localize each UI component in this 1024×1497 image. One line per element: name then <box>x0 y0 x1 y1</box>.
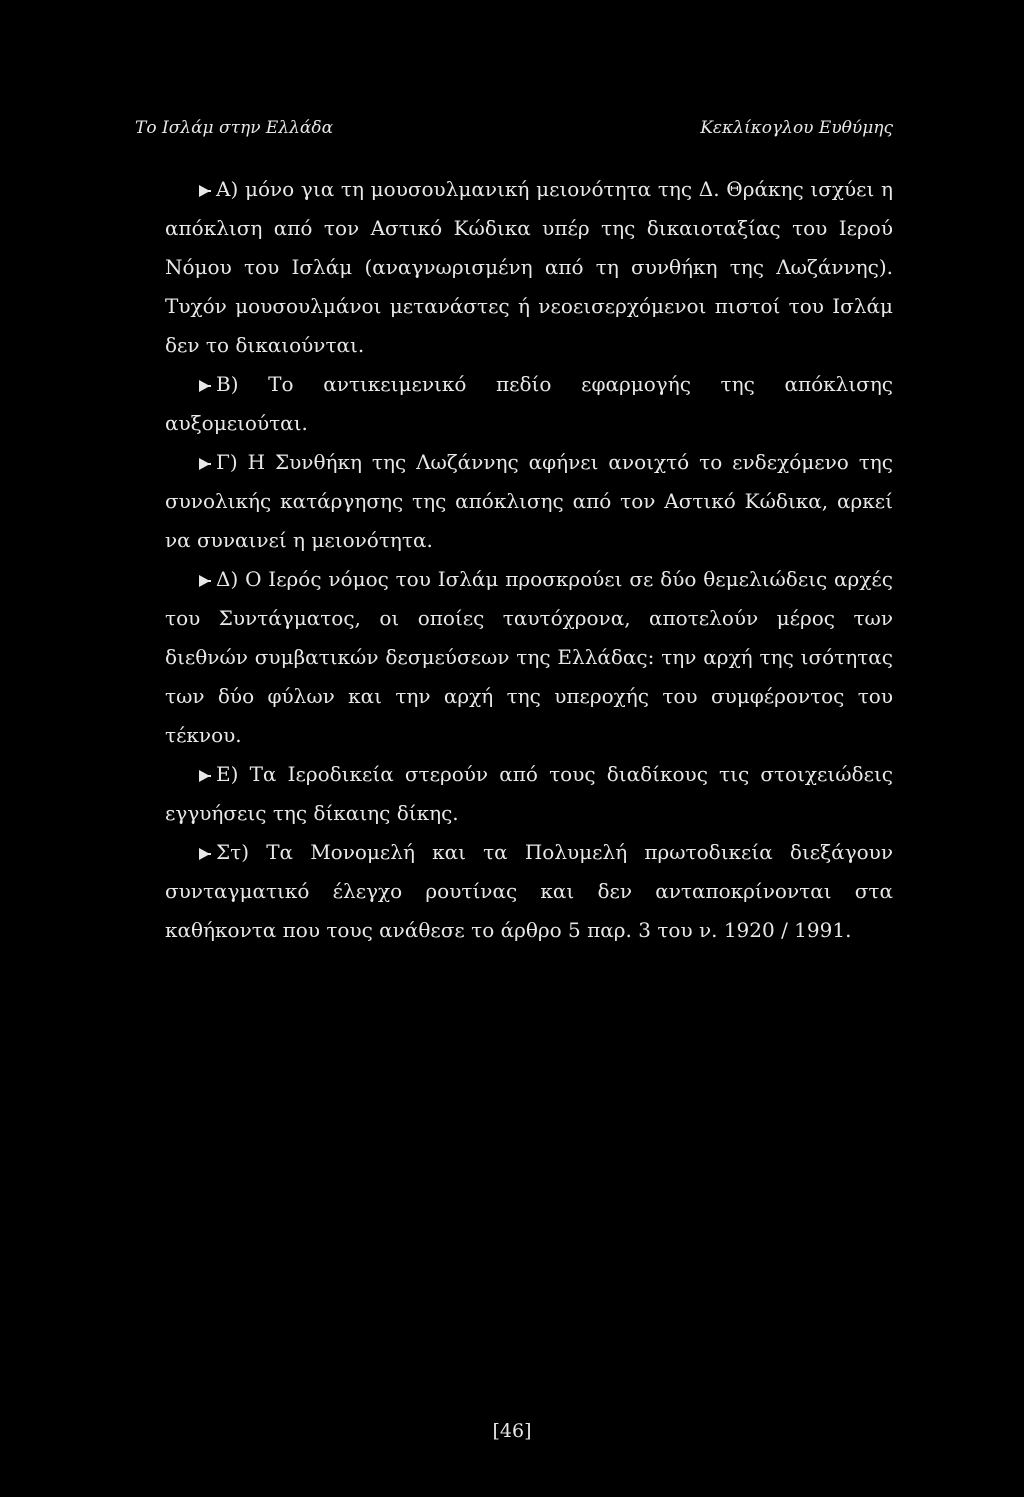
list-item <box>165 365 893 443</box>
header-title: Το Ισλάμ στην Ελλάδα <box>135 118 334 138</box>
arrow-bullet-icon <box>199 575 210 587</box>
item-label: Δ) <box>216 567 239 591</box>
item-text: Το αντικειμενικό πεδίο εφαρμογής της απόκλισης αυξομειούται. <box>165 372 893 435</box>
item-text: μόνο για τη μουσουλμανική μειονότητα της Δ. Θράκης ισχύει η απόκλιση από τον Αστικό Κώδικα υπέρ της δικαιοταξίας του Ιερού Νόμου του Ισλάμ (αναγνωρισμένη από τη συνθήκη της Λωζάννης). Τυχόν μουσουλμάνοι μετανάστες ή νεοεισερχόμενοι πιστοί του Ισλάμ δεν το δικαιούνται. <box>165 177 894 357</box>
item-label: Β) <box>216 372 239 396</box>
running-header <box>135 118 893 144</box>
item-text: Ο Ιερός νόμος του Ισλάμ προσκρούει σε δύο θεμελιώδεις αρχές του Συντάγματος, οι οποίες ταυτόχρονα, αποτελούν μέρος των διεθνών συμβατικών δεσμεύσεων της Ελλάδας: την αρχή της ισότητας των δύο φύλων και την αρχή της υπεροχής του συμφέροντος του τέκνου. <box>165 567 893 747</box>
list-item <box>165 833 893 950</box>
item-label: Στ) <box>216 840 250 864</box>
document-body <box>165 170 893 950</box>
arrow-bullet-icon <box>199 848 210 860</box>
item-text: Τα Μονομελή και τα Πολυμελή πρωτοδικεία διεξάγουν συνταγματικό έλεγχο ρουτίνας και δεν ανταποκρίνονται στα καθήκοντα που τους ανάθεσε το άρθρο 5 παρ. 3 του ν. 1920 / 1991. <box>165 840 893 942</box>
arrow-bullet-icon <box>199 380 210 392</box>
item-text: Τα Ιεροδικεία στερούν από τους διαδίκους τις στοιχειώδεις εγγυήσεις της δίκαιης δίκης. <box>165 762 894 825</box>
list-item <box>165 755 893 833</box>
list-item <box>165 170 893 365</box>
item-label: Γ) <box>216 450 238 474</box>
item-label: Ε) <box>216 762 239 786</box>
item-label: Α) <box>216 177 239 201</box>
arrow-bullet-icon <box>199 770 210 782</box>
list-item <box>165 443 893 560</box>
list-item <box>165 560 893 755</box>
arrow-bullet-icon <box>199 185 210 197</box>
header-author: Κεκλίκογλου Ευθύμης <box>700 118 893 138</box>
arrow-bullet-icon <box>199 458 210 470</box>
page-number: [46] <box>492 1420 532 1442</box>
item-text: Η Συνθήκη της Λωζάννης αφήνει ανοιχτό το ενδεχόμενο της συνολικής κατάργησης της απόκλισης από τον Αστικό Κώδικα, αρκεί να συναινεί η μειονότητα. <box>165 450 893 552</box>
